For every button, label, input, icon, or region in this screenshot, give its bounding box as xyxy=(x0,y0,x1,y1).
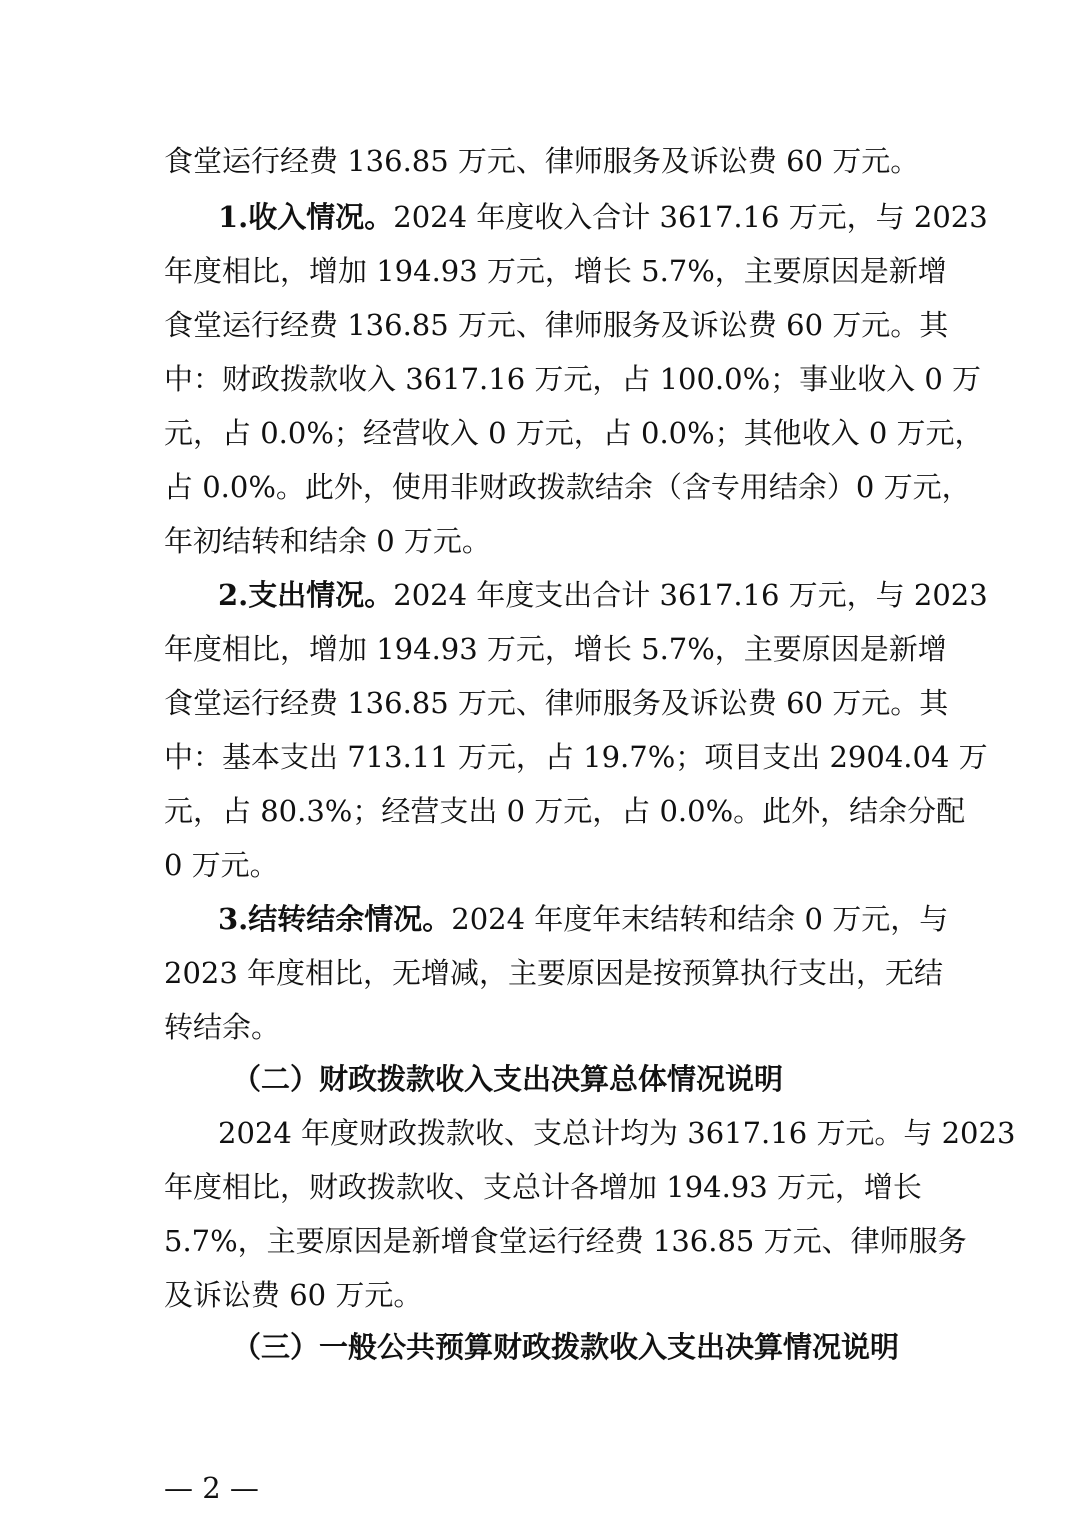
text-line: 2024 年度财政拨款收、支总计均为 3617.16 万元。与 2023 xyxy=(218,1116,1016,1150)
text-line: 年度相比，增加 194.93 万元，增长 5.7%，主要原因是新增 xyxy=(164,254,947,288)
section-heading-financial-appropriation-overview: （二）财政拨款收入支出决算总体情况说明 xyxy=(232,1062,784,1096)
page-number: — 2 — xyxy=(164,1471,259,1505)
text-line: 0 万元。 xyxy=(164,848,279,882)
section-heading-general-public-budget: （三）一般公共预算财政拨款收入支出决算情况说明 xyxy=(232,1330,900,1364)
text-line: 年度相比，财政拨款收、支总计各增加 194.93 万元，增长 xyxy=(164,1170,922,1204)
text-line: 及诉讼费 60 万元。 xyxy=(164,1278,423,1312)
section-heading-expense: 2.支出情况。 xyxy=(218,578,394,612)
section-heading-income: 1.收入情况。 xyxy=(218,200,394,234)
text-line: 占 0.0%。此外，使用非财政拨款结余（含专用结余）0 万元， xyxy=(164,470,971,504)
text-line: 年初结转和结余 0 万元。 xyxy=(164,524,491,558)
text-line: 5.7%，主要原因是新增食堂运行经费 136.85 万元、律师服务 xyxy=(164,1224,967,1258)
text-line: 转结余。 xyxy=(164,1010,281,1044)
text-line: 食堂运行经费 136.85 万元、律师服务及诉讼费 60 万元。 xyxy=(164,144,920,178)
text-run: 2024 年度收入合计 3617.16 万元，与 2023 xyxy=(393,200,988,234)
text-run: 2024 年度年末结转和结余 0 万元，与 xyxy=(451,902,949,936)
text-line: 元，占 80.3%；经营支出 0 万元，占 0.0%。此外，结余分配 xyxy=(164,794,966,828)
paragraph-expense-first-line xyxy=(218,575,988,615)
section-heading-carryover: 3.结转结余情况。 xyxy=(218,902,452,936)
text-line: 年度相比，增加 194.93 万元，增长 5.7%，主要原因是新增 xyxy=(164,632,947,666)
text-line: 食堂运行经费 136.85 万元、律师服务及诉讼费 60 万元。其 xyxy=(164,686,949,720)
text-line: 中：财政拨款收入 3617.16 万元，占 100.0%；事业收入 0 万 xyxy=(164,362,982,396)
paragraph-income-first-line xyxy=(218,197,988,237)
text-line: 元，占 0.0%；经营收入 0 万元，占 0.0%；其他收入 0 万元， xyxy=(164,416,984,450)
text-line: 2023 年度相比，无增减，主要原因是按预算执行支出，无结 xyxy=(164,956,944,990)
text-line: 中：基本支出 713.11 万元，占 19.7%；项目支出 2904.04 万 xyxy=(164,740,988,774)
text-line: 食堂运行经费 136.85 万元、律师服务及诉讼费 60 万元。其 xyxy=(164,308,949,342)
text-run: 2024 年度支出合计 3617.16 万元，与 2023 xyxy=(393,578,988,612)
paragraph-carryover-first-line xyxy=(218,899,949,939)
